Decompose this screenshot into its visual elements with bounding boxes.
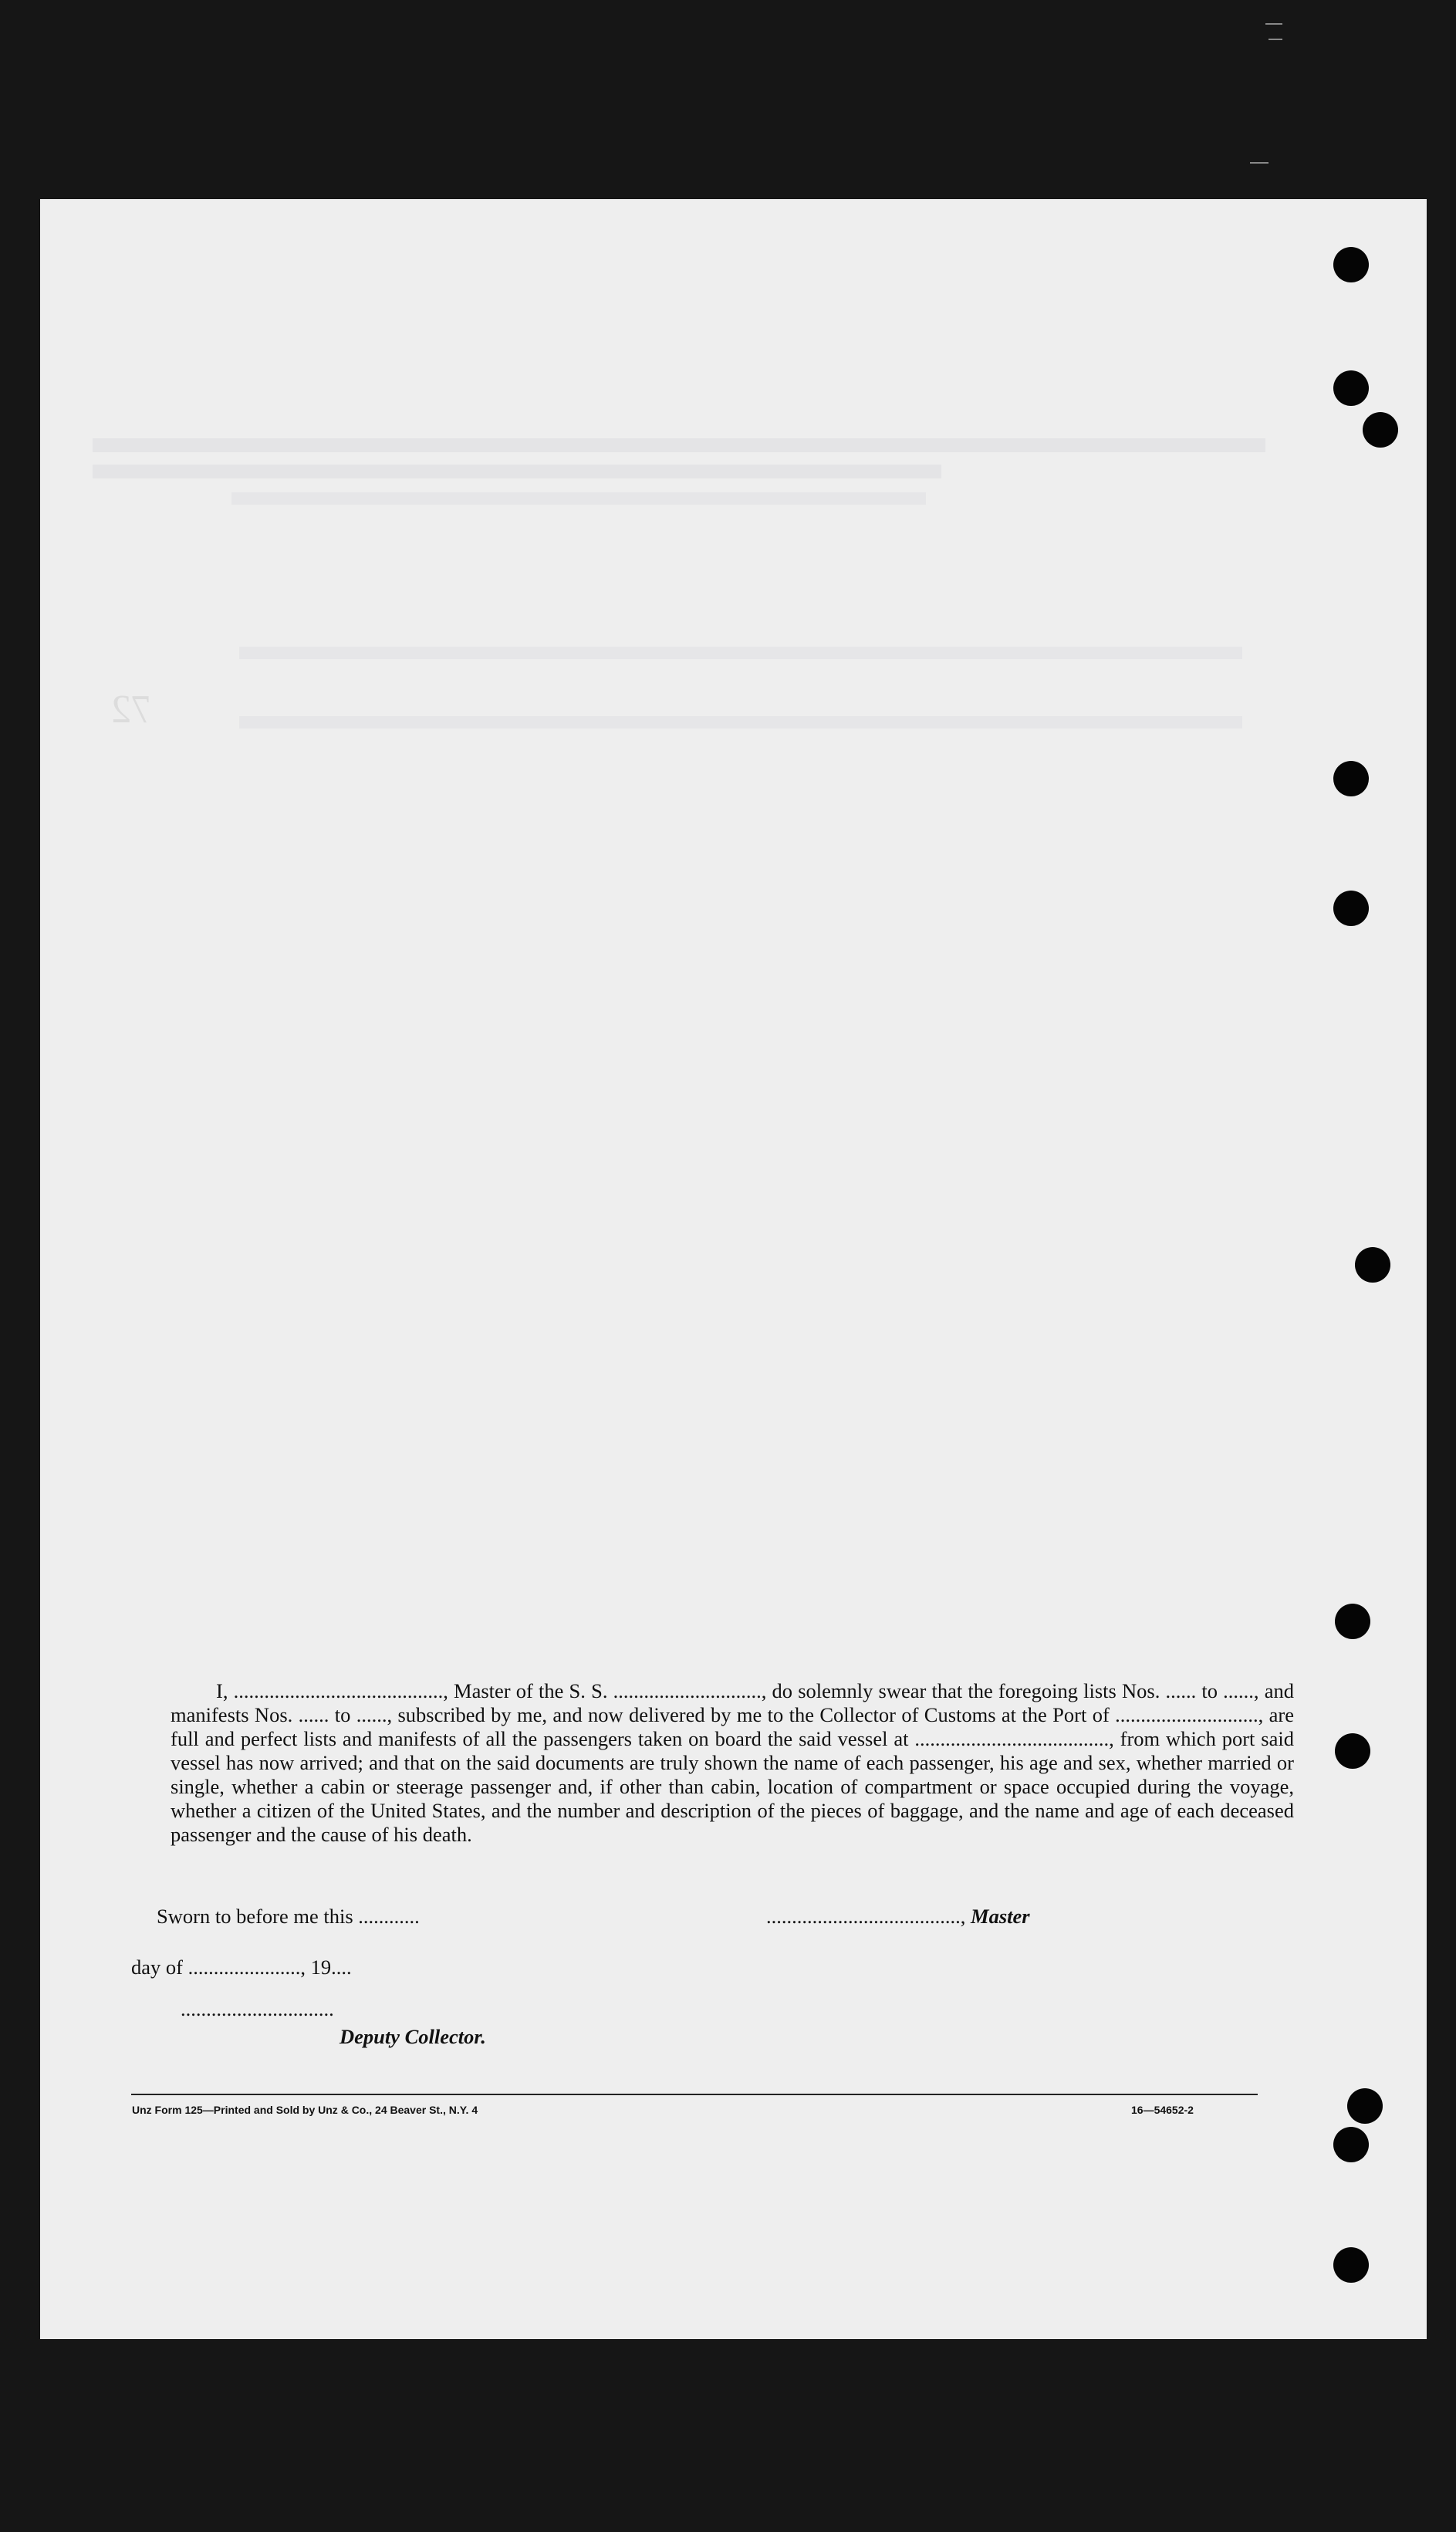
oath-paragraph [171,1679,1294,1847]
punch-hole [1333,891,1369,926]
punch-hole [1363,412,1398,448]
border-mark [1250,162,1269,164]
punch-hole [1347,2088,1383,2124]
deputy-label-text: Deputy Collector. [340,2025,486,2048]
margin-mirrored-number: 72 [111,688,151,732]
footer-left: Unz Form 125—Printed and Sold by Unz & Co., 24 Beaver St., N.Y. 4 [132,2104,478,2116]
bleed-through-text [93,315,1327,685]
master-label: Master [971,1905,1030,1928]
border-mark [1269,39,1282,40]
footer-right: 16—54652-2 [1131,2104,1194,2116]
punch-hole [1333,2247,1369,2283]
manifest-page [40,199,1427,2339]
punch-hole [1333,761,1369,796]
punch-hole [1335,1733,1370,1769]
sworn-line [157,1905,420,1929]
sworn-label: Sworn to before me this ............ [157,1905,420,1928]
deputy-signature-line [181,1997,334,2021]
day-line [131,1956,352,1979]
master-signature-line [766,1905,1030,1929]
punch-hole [1333,247,1369,282]
day-label: day of ......................, 19.... [131,1956,352,1979]
punch-hole [1355,1247,1390,1283]
punch-hole [1333,370,1369,406]
footer-rule [131,2094,1258,2095]
border-mark [1265,23,1282,25]
deputy-label [340,2025,486,2049]
oath-text: I, ........................................., Master of the S. S. ............................., do solemnly swear that the foregoing lists Nos. ...... to ......, and manifests Nos. ...... to ......, subscribed by me, and now delivered by me to the Collector of Customs at the Port of ............................, are full and perfect lists and manifests of all the passengers taken on board the said vessel at ......................................, from which port said vessel has now arrived; and that on the said documents are truly shown the name of each passenger, his age and sex, whether married or single, whether a cabin or steerage passenger and, if other than cabin, location of compartment or space occupied during the voyage, whether a citizen of the United States, and the number and description of the pieces of baggage, and the name and age of each deceased passenger and the cause of his death. [171,1679,1294,1846]
punch-hole [1335,1604,1370,1639]
punch-hole [1333,2127,1369,2162]
deputy-dots: .............................. [181,1997,334,2020]
master-dots: ......................................, [766,1905,971,1928]
